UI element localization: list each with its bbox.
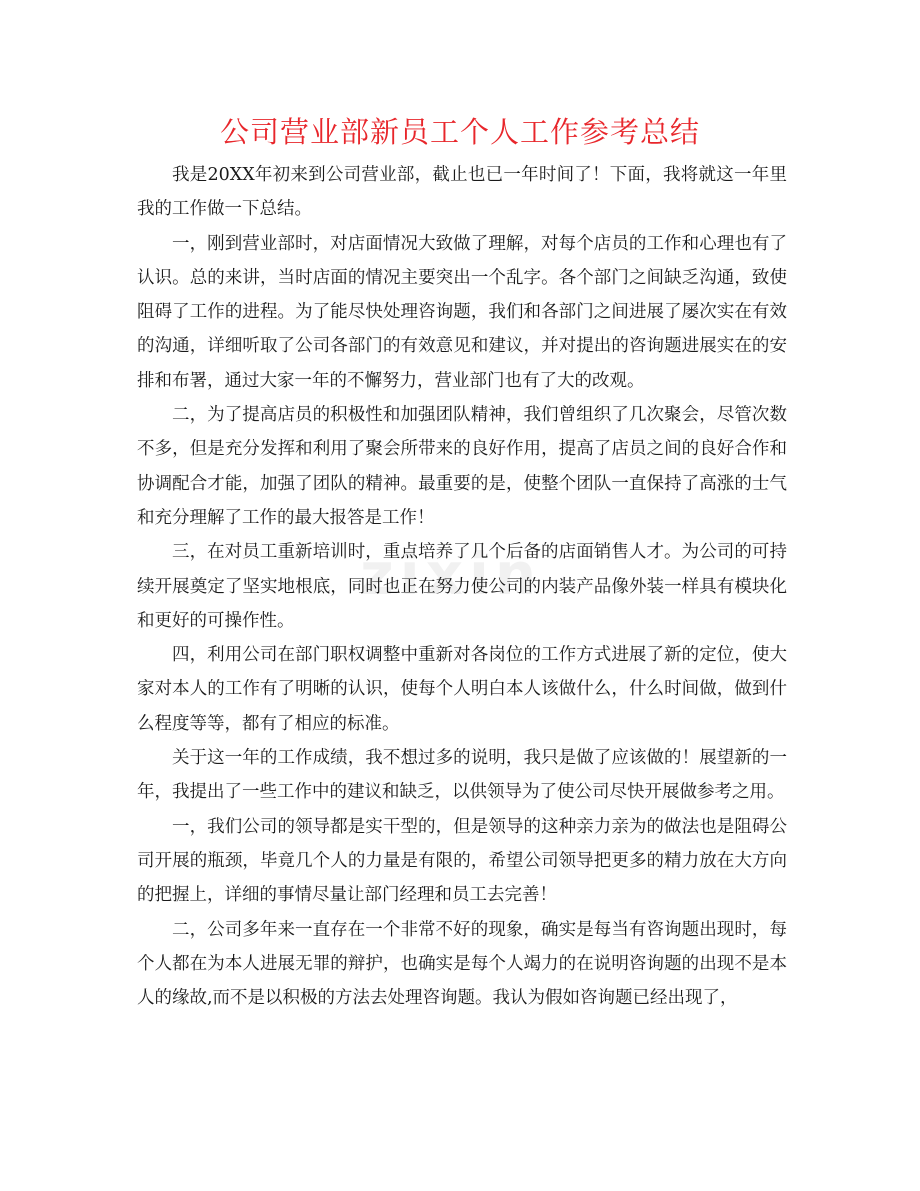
document-title: 公司营业部新员工个人工作参考总结 [219, 115, 700, 149]
paragraph-point-1: 一，刚到营业部时，对店面情况大致做了理解，对每个店员的工作和心理也有了认识。总的来讲，当时店面的情况主要突出一个乱字。各个部门之间缺乏沟通，致使阻碍了工作的进程。为了能尽快处理咨询题，我们和各部门之间进展了屡次实在有效的沟通，详细听取了公司各部门的有效意见和建议，并对提出的咨询题进展实在的安排和布署，通过大家一年的不懈努力，营业部门也有了大的改观。 [137, 233, 787, 391]
paragraph-point-2: 二，为了提高店员的积极性和加强团队精神，我们曾组织了几次聚会，尽管次数不多，但是充分发挥和利用了聚会所带来的良好作用，提高了店员之间的良好合作和协调配合才能，加强了团队的精神。最重要的是，使整个团队一直保持了高涨的士气和充分理解了工作的最大报答是工作！ [137, 405, 787, 528]
paragraph-suggestion-2: 二，公司多年来一直存在一个非常不好的现象，确实是每当有咨询题出现时，每个人都在为本人进展无罪的辩护，也确实是每个人竭力的在说明咨询题的出现不是本人的缘故,而不是以积极的方法去处理咨询题。我认为假如咨询题已经出现了， [137, 919, 787, 1009]
paragraph-point-4: 四，利用公司在部门职权调整中重新对各岗位的工作方式进展了新的定位，使大家对本人的工作有了明晰的认识，使每个人明白本人该做什么，什么时间做，做到什么程度等等，都有了相应的标准。 [137, 645, 787, 734]
paragraph-transition: 关于这一年的工作成绩，我不想过多的说明，我只是做了应该做的！展望新的一年，我提出了一些工作中的建议和缺乏，以供领导为了使公司尽快开展做参考之用。 [137, 748, 787, 803]
watermark: zixin [360, 540, 543, 608]
paragraph-point-3: 三，在对员工重新培训时，重点培养了几个后备的店面销售人才。为公司的可持续开展奠定了坚实地根底，同时也正在努力使公司的内装产品像外装一样具有模块化和更好的可操作性。 [137, 542, 787, 631]
paragraph-intro: 我是20XX年初来到公司营业部，截止也已一年时间了！下面，我将就这一年里我的工作做一下总结。 [137, 165, 787, 220]
document-body [137, 158, 787, 1015]
paragraph-suggestion-1: 一，我们公司的领导都是实干型的，但是领导的这种亲力亲为的做法也是阻碍公司开展的瓶颈，毕竟几个人的力量是有限的，希望公司领导把更多的精力放在大方向的把握上，详细的事情尽量让部门经理和员工去完善！ [137, 816, 787, 906]
